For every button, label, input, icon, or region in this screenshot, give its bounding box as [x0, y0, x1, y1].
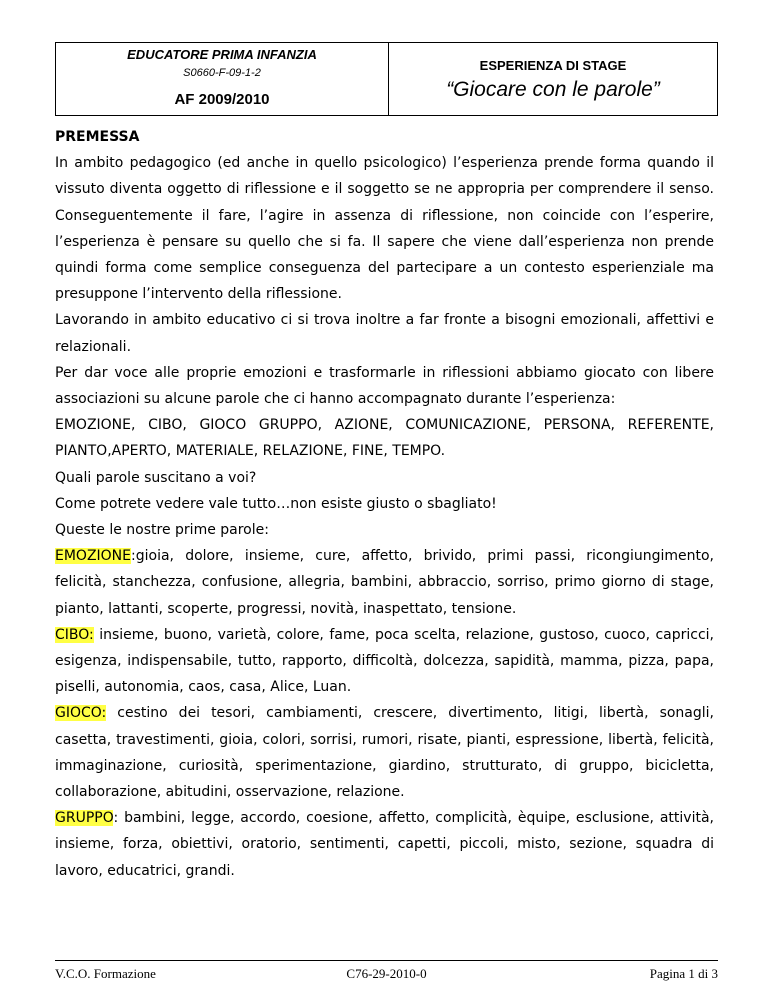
document-body: [55, 124, 714, 884]
entry-gioco: [55, 700, 714, 805]
entry-separator: [106, 705, 117, 721]
document-header: [55, 42, 718, 116]
course-info-cell: [56, 43, 389, 115]
stage-label: ESPERIENZA DI STAGE: [479, 58, 627, 73]
paragraph-association: Per dar voce alle proprie emozioni e trasformarle in riflessioni abbiamo giocato con libere associazioni su alcune parole che ci hanno accompagnato durante l’esperienza:: [55, 364, 714, 408]
paragraph-first-words: Queste le nostre prime parole:: [55, 522, 269, 539]
entry-text: insieme, buono, varietà, colore, fame, poca scelta, relazione, gustoso, cuoco, capricci, esigenza, indispensabile, tutto, rapporto, difficoltà, dolcezza, sapidità, mamma, pizza, papa, piselli, autonomia, caos, casa, Alice, Luan.: [55, 626, 714, 696]
section-heading: PREMESSA: [55, 129, 140, 145]
entry-text: bambini, legge, accordo, coesione, affetto, complicità, èquipe, esclusione, attività, insieme, forza, obiettivi, oratorio, sentimenti, capetti, piccoli, misto, sezione, squadra di lavoro, educatrici, grandi.: [55, 810, 714, 879]
footer-organization: V.C.O. Formazione: [55, 966, 156, 981]
paragraph-intro: In ambito pedagogico (ed anche in quello psicologico) l’esperienza prende forma quando il vissuto diventa oggetto di riflessione e il soggetto se ne appropria per comprendere il senso. Conseguentemente il fare, l’agire in assenza di riflessione, non coincide con l’esperire, l’esperienza è pensare su quello che si fa. Il sapere che viene dall’esperienza non prende quindi forma come semplice conseguenza del partecipare a un contesto esperienziale ma presuppone l’intervento della riflessione.: [55, 155, 714, 303]
highlighted-word: CIBO:: [55, 626, 94, 643]
highlighted-word: GRUPPO: [55, 810, 114, 827]
entry-text: cestino dei tesori, cambiamenti, crescere, divertimento, litigi, libertà, sonagli, casetta, travestimenti, gioia, colori, sorrisi, rumori, risate, pianti, espressione, libertà, felicità, immaginazione, curiosità, sperimentazione, giardino, strutturato, di gruppo, bicicletta, collaborazione, abitudini, osservazione, relazione.: [55, 705, 714, 801]
paragraph-needs: Lavorando in ambito educativo ci si trova inoltre a far fronte a bisogni emozionali, affettivi e relazionali.: [55, 312, 714, 355]
entry-text: gioia, dolore, insieme, cure, affetto, brivido, primi passi, ricongiungimento, felicità, stanchezza, confusione, allegria, bambini, abbraccio, sorriso, primo giorno di stage, pianto, lattanti, scoperte, progressi, novità, inaspettato, tensione.: [55, 548, 714, 617]
stage-title: “Giocare con le parole”: [446, 78, 660, 101]
entry-emozione: [55, 543, 714, 622]
paragraph-note: Come potrete vedere vale tutto…non esiste giusto o sbagliato!: [55, 495, 497, 512]
entry-cibo: [55, 622, 714, 701]
paragraph-word-list: EMOZIONE, CIBO, GIOCO GRUPPO, AZIONE, COMUNICAZIONE, PERSONA, REFERENTE, PIANTO,APERTO, MATERIALE, RELAZIONE, FINE, TEMPO.: [55, 417, 714, 460]
paragraph-question: Quali parole suscitano a voi?: [55, 469, 257, 486]
footer-divider: [55, 960, 718, 961]
footer-document-code: C76-29-2010-0: [346, 966, 427, 981]
entry-separator: :: [113, 810, 125, 827]
footer-page-number: Pagina 1 di 3: [649, 966, 718, 981]
entry-separator: :: [131, 548, 136, 565]
highlighted-word: GIOCO:: [55, 705, 107, 722]
stage-info-cell: [389, 43, 717, 115]
academic-year: AF 2009/2010: [174, 91, 270, 108]
course-title: EDUCATORE PRIMA INFANZIA: [127, 47, 317, 62]
course-code: S0660-F-09-1-2: [183, 67, 261, 79]
highlighted-word: EMOZIONE: [55, 548, 132, 565]
entry-gruppo: [55, 805, 714, 884]
